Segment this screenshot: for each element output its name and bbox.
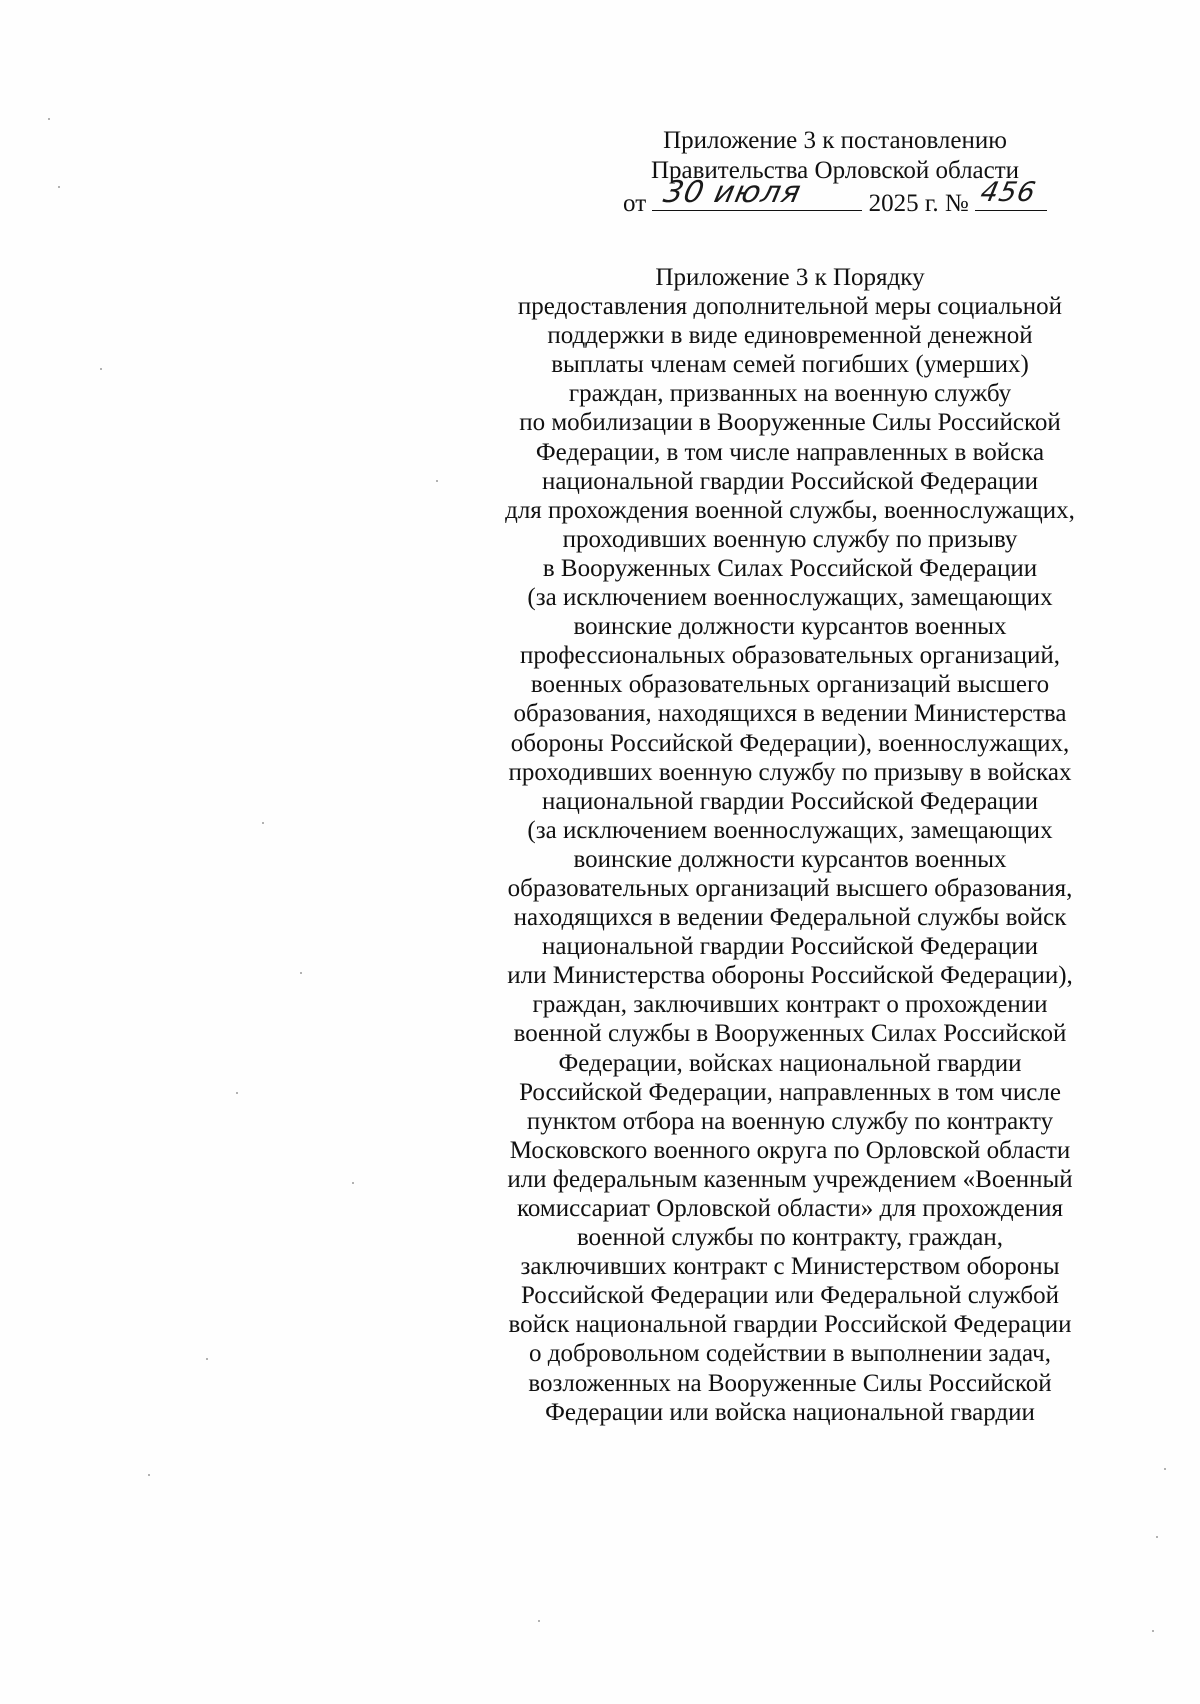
- title-line: Российской Федерации, направленных в том числе: [519, 1078, 1061, 1106]
- resolution-reference-header: [600, 126, 1070, 219]
- date-prefix: от: [623, 190, 647, 217]
- title-line: воинские должности курсантов военных: [573, 845, 1007, 873]
- appendix-title-block: [440, 263, 1140, 1427]
- scan-speck: [1164, 1468, 1166, 1470]
- title-line: Федерации или войска национальной гвардии: [545, 1398, 1035, 1426]
- title-line: военных образовательных организаций высшего: [530, 671, 1050, 699]
- handwritten-date: 30 июля: [660, 175, 805, 210]
- scan-speck: [236, 1092, 238, 1094]
- title-line: заключивших контракт с Министерством обороны: [520, 1253, 1060, 1281]
- date-fill-line: [652, 175, 862, 211]
- title-line: пунктом отбора на военную службу по контракту: [526, 1107, 1054, 1135]
- title-line: (за исключением военнослужащих, замещающих: [527, 816, 1053, 844]
- scan-speck: [352, 1182, 354, 1184]
- number-fill-line: [975, 177, 1047, 211]
- title-line: Московского военного округа по Орловской области: [509, 1136, 1071, 1164]
- title-line: проходивших военную службу по призыву: [562, 525, 1018, 553]
- title-line: граждан, заключивших контракт о прохождении: [532, 991, 1048, 1019]
- scan-speck: [1156, 1536, 1158, 1538]
- title-line: предоставления дополнительной меры социальной: [517, 293, 1063, 321]
- title-line: национальной гвардии Российской Федерации: [541, 933, 1039, 961]
- title-line: воинские должности курсантов военных: [573, 613, 1007, 641]
- title-line: о добровольном содействии в выполнении задач,: [529, 1340, 1051, 1368]
- title-line: войск национальной гвардии Российской Федерации: [508, 1311, 1072, 1339]
- title-line: проходивших военную службу по призыву в войсках: [508, 758, 1072, 786]
- title-line: военной службы по контракту, граждан,: [576, 1224, 1004, 1252]
- title-line: Федерации, в том числе направленных в войска: [535, 438, 1045, 466]
- scan-speck: [1152, 1630, 1154, 1632]
- title-line: по мобилизации в Вооруженные Силы Российской: [519, 409, 1061, 437]
- title-line: выплаты членам семей погибших (умерших): [551, 351, 1029, 379]
- title-line: Российской Федерации или Федеральной службой: [520, 1282, 1060, 1310]
- title-line: национальной гвардии Российской Федерации: [541, 787, 1039, 815]
- title-line: граждан, призванных на военную службу: [568, 380, 1012, 408]
- title-line: профессиональных образовательных организаций,: [519, 642, 1061, 670]
- header-line-1: Приложение 3 к постановлению: [663, 127, 1007, 154]
- title-line: возложенных на Вооруженные Силы Российской: [528, 1369, 1052, 1397]
- title-line: военной службы в Вооруженных Силах Российской: [513, 1020, 1067, 1048]
- title-line: или Министерства обороны Российской Федерации),: [507, 962, 1073, 990]
- header-line-2: Правительства Орловской области: [650, 157, 1020, 184]
- title-line: Федерации, войсках национальной гвардии: [558, 1049, 1022, 1077]
- title-line: национальной гвардии Российской Федерации: [541, 467, 1039, 495]
- title-line: образовательных организаций высшего образования,: [507, 874, 1073, 902]
- title-line: в Вооруженных Силах Российской Федерации: [542, 554, 1038, 582]
- title-line: поддержки в виде единовременной денежной: [547, 322, 1033, 350]
- title-line: комиссариат Орловской области» для прохождения: [517, 1195, 1063, 1222]
- scan-speck: [100, 368, 102, 370]
- title-line: обороны Российской Федерации), военнослужащих,: [510, 729, 1070, 757]
- scan-speck: [262, 822, 264, 824]
- handwritten-number: 456: [977, 177, 1039, 208]
- title-line: для прохождения военной службы, военнослужащих,: [505, 496, 1075, 524]
- scan-speck: [206, 1358, 208, 1360]
- scan-speck: [48, 118, 50, 120]
- scan-speck: [436, 480, 438, 482]
- title-line: образования, находящихся в ведении Министерства: [513, 700, 1067, 728]
- date-and-number-line: [623, 175, 1047, 219]
- scan-speck: [300, 972, 302, 974]
- year-and-number-label: 2025 г. №: [868, 190, 969, 217]
- title-line: или федеральным казенным учреждением «Военный: [507, 1165, 1073, 1193]
- scan-speck: [538, 1620, 540, 1622]
- scan-speck: [58, 186, 60, 188]
- title-line: (за исключением военнослужащих, замещающих: [527, 584, 1053, 612]
- title-line: Приложение 3 к Порядку: [655, 264, 925, 291]
- scan-speck: [148, 1474, 150, 1476]
- title-line: находящихся в ведении Федеральной службы войск: [513, 904, 1067, 932]
